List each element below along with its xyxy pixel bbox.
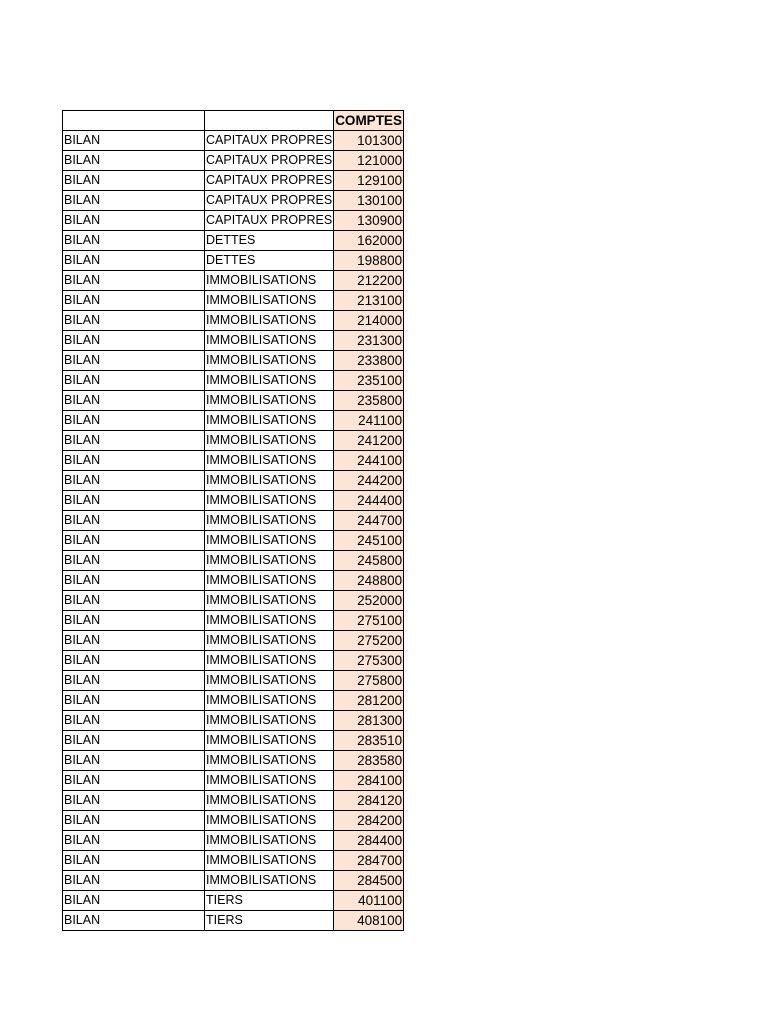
cell-group[interactable]: IMMOBILISATIONS [205, 451, 334, 471]
cell-category[interactable]: BILAN [63, 211, 205, 231]
cell-account[interactable]: 284500 [334, 871, 404, 891]
table-row [63, 831, 404, 851]
table-row [63, 191, 404, 211]
table-row [63, 131, 404, 151]
cell-group[interactable]: IMMOBILISATIONS [205, 291, 334, 311]
table-row [63, 771, 404, 791]
cell-group[interactable]: TIERS [205, 891, 334, 911]
table-row [63, 751, 404, 771]
cell-group[interactable]: IMMOBILISATIONS [205, 591, 334, 611]
cell-category[interactable]: BILAN [63, 371, 205, 391]
table-row [63, 291, 404, 311]
cell-account[interactable]: 212200 [334, 271, 404, 291]
cell-category[interactable]: BILAN [63, 451, 205, 471]
cell-category[interactable]: BILAN [63, 331, 205, 351]
cell-account[interactable]: 241100 [334, 411, 404, 431]
cell-group[interactable]: CAPITAUX PROPRES [205, 131, 334, 151]
cell-group[interactable]: TIERS [205, 911, 334, 931]
cell-category[interactable]: BILAN [63, 771, 205, 791]
cell-category[interactable]: BILAN [63, 731, 205, 751]
cell-category[interactable]: BILAN [63, 871, 205, 891]
cell-account[interactable]: 101300 [334, 131, 404, 151]
table-row [63, 691, 404, 711]
table-row [63, 351, 404, 371]
table-row [63, 791, 404, 811]
cell-group[interactable]: IMMOBILISATIONS [205, 751, 334, 771]
table-row [63, 671, 404, 691]
cell-account[interactable]: 281300 [334, 711, 404, 731]
cell-category[interactable]: BILAN [63, 751, 205, 771]
cell-account[interactable]: 130900 [334, 211, 404, 231]
table-row [63, 251, 404, 271]
cell-category[interactable]: BILAN [63, 651, 205, 671]
cell-category[interactable]: BILAN [63, 691, 205, 711]
cell-account[interactable]: 248800 [334, 571, 404, 591]
cell-group[interactable]: IMMOBILISATIONS [205, 491, 334, 511]
cell-category[interactable]: BILAN [63, 711, 205, 731]
cell-account[interactable]: 284400 [334, 831, 404, 851]
cell-category[interactable]: BILAN [63, 271, 205, 291]
cell-account[interactable]: 408100 [334, 911, 404, 931]
table-row [63, 871, 404, 891]
cell-category[interactable]: BILAN [63, 431, 205, 451]
cell-category[interactable]: BILAN [63, 611, 205, 631]
cell-group[interactable]: IMMOBILISATIONS [205, 551, 334, 571]
cell-account[interactable]: 275200 [334, 631, 404, 651]
cell-account[interactable]: 283580 [334, 751, 404, 771]
cell-account[interactable]: 121000 [334, 151, 404, 171]
cell-group[interactable]: IMMOBILISATIONS [205, 711, 334, 731]
cell-account[interactable]: 244200 [334, 471, 404, 491]
cell-account[interactable]: 245800 [334, 551, 404, 571]
cell-group[interactable]: IMMOBILISATIONS [205, 691, 334, 711]
cell-group[interactable]: IMMOBILISATIONS [205, 431, 334, 451]
cell-account[interactable]: 284200 [334, 811, 404, 831]
cell-group[interactable]: IMMOBILISATIONS [205, 411, 334, 431]
cell-group[interactable]: IMMOBILISATIONS [205, 831, 334, 851]
cell-category[interactable]: BILAN [63, 131, 205, 151]
cell-group[interactable]: IMMOBILISATIONS [205, 731, 334, 751]
cell-group[interactable]: IMMOBILISATIONS [205, 331, 334, 351]
cell-group[interactable]: IMMOBILISATIONS [205, 811, 334, 831]
cell-group[interactable]: IMMOBILISATIONS [205, 571, 334, 591]
cell-category[interactable]: BILAN [63, 471, 205, 491]
cell-account[interactable]: 244700 [334, 511, 404, 531]
table-row [63, 411, 404, 431]
cell-account[interactable]: 235100 [334, 371, 404, 391]
cell-account[interactable]: 401100 [334, 891, 404, 911]
cell-account[interactable]: 252000 [334, 591, 404, 611]
cell-group[interactable]: IMMOBILISATIONS [205, 271, 334, 291]
table-row [63, 471, 404, 491]
table-row [63, 711, 404, 731]
table-row [63, 271, 404, 291]
table-row [63, 331, 404, 351]
table-row [63, 431, 404, 451]
cell-category[interactable]: BILAN [63, 251, 205, 271]
cell-category[interactable]: BILAN [63, 351, 205, 371]
header-cell-col1[interactable] [63, 111, 205, 131]
table-body [63, 111, 404, 931]
cell-account[interactable]: 244100 [334, 451, 404, 471]
cell-group[interactable]: IMMOBILISATIONS [205, 391, 334, 411]
cell-category[interactable]: BILAN [63, 631, 205, 651]
cell-account[interactable]: 275100 [334, 611, 404, 631]
cell-category[interactable]: BILAN [63, 811, 205, 831]
cell-account[interactable]: 198800 [334, 251, 404, 271]
cell-account[interactable]: 162000 [334, 231, 404, 251]
header-cell-col2[interactable] [205, 111, 334, 131]
cell-category[interactable]: BILAN [63, 391, 205, 411]
table-row [63, 511, 404, 531]
table-row [63, 371, 404, 391]
cell-category[interactable]: BILAN [63, 291, 205, 311]
table-row [63, 211, 404, 231]
cell-category[interactable]: BILAN [63, 171, 205, 191]
cell-group[interactable]: DETTES [205, 231, 334, 251]
cell-category[interactable]: BILAN [63, 891, 205, 911]
table-row [63, 851, 404, 871]
table-row [63, 631, 404, 651]
cell-group[interactable]: IMMOBILISATIONS [205, 651, 334, 671]
table-row [63, 891, 404, 911]
cell-category[interactable]: BILAN [63, 191, 205, 211]
cell-category[interactable]: BILAN [63, 411, 205, 431]
cell-account[interactable]: 244400 [334, 491, 404, 511]
cell-group[interactable]: CAPITAUX PROPRES [205, 211, 334, 231]
cell-group[interactable]: CAPITAUX PROPRES [205, 171, 334, 191]
cell-category[interactable]: BILAN [63, 831, 205, 851]
cell-account[interactable]: 284100 [334, 771, 404, 791]
spreadsheet-table [62, 110, 404, 931]
cell-account[interactable]: 129100 [334, 171, 404, 191]
cell-category[interactable]: BILAN [63, 511, 205, 531]
header-row [63, 111, 404, 131]
cell-category[interactable]: BILAN [63, 491, 205, 511]
cell-category[interactable]: BILAN [63, 531, 205, 551]
cell-group[interactable]: DETTES [205, 251, 334, 271]
table-row [63, 151, 404, 171]
table-row [63, 311, 404, 331]
cell-account[interactable]: 283510 [334, 731, 404, 751]
table-row [63, 731, 404, 751]
cell-account[interactable]: 241200 [334, 431, 404, 451]
table-row [63, 651, 404, 671]
cell-group[interactable]: IMMOBILISATIONS [205, 671, 334, 691]
cell-account[interactable]: 130100 [334, 191, 404, 211]
cell-account[interactable]: 235800 [334, 391, 404, 411]
cell-category[interactable]: BILAN [63, 911, 205, 931]
cell-category[interactable]: BILAN [63, 571, 205, 591]
cell-account[interactable]: 284700 [334, 851, 404, 871]
cell-group[interactable]: IMMOBILISATIONS [205, 531, 334, 551]
cell-account[interactable]: 231300 [334, 331, 404, 351]
cell-group[interactable]: IMMOBILISATIONS [205, 871, 334, 891]
cell-account[interactable]: 275300 [334, 651, 404, 671]
table-row [63, 571, 404, 591]
table-row [63, 551, 404, 571]
table-row [63, 171, 404, 191]
cell-account[interactable]: 284120 [334, 791, 404, 811]
cell-group[interactable]: IMMOBILISATIONS [205, 511, 334, 531]
cell-group[interactable]: IMMOBILISATIONS [205, 631, 334, 651]
cell-group[interactable]: IMMOBILISATIONS [205, 851, 334, 871]
cell-category[interactable]: BILAN [63, 151, 205, 171]
cell-account[interactable]: 233800 [334, 351, 404, 371]
cell-category[interactable]: BILAN [63, 231, 205, 251]
cell-group[interactable]: IMMOBILISATIONS [205, 611, 334, 631]
table-row [63, 611, 404, 631]
cell-category[interactable]: BILAN [63, 851, 205, 871]
header-cell-comptes[interactable]: COMPTES [334, 111, 404, 131]
table-row [63, 591, 404, 611]
cell-account[interactable]: 245100 [334, 531, 404, 551]
cell-group[interactable]: IMMOBILISATIONS [205, 791, 334, 811]
cell-category[interactable]: BILAN [63, 311, 205, 331]
cell-category[interactable]: BILAN [63, 671, 205, 691]
cell-group[interactable]: IMMOBILISATIONS [205, 471, 334, 491]
table-row [63, 531, 404, 551]
table-row [63, 231, 404, 251]
cell-account[interactable]: 281200 [334, 691, 404, 711]
cell-category[interactable]: BILAN [63, 791, 205, 811]
table-row [63, 911, 404, 931]
table-row [63, 451, 404, 471]
table-row [63, 491, 404, 511]
cell-group[interactable]: IMMOBILISATIONS [205, 311, 334, 331]
cell-group[interactable]: IMMOBILISATIONS [205, 351, 334, 371]
cell-category[interactable]: BILAN [63, 591, 205, 611]
cell-group[interactable]: CAPITAUX PROPRES [205, 151, 334, 171]
table-row [63, 391, 404, 411]
cell-group[interactable]: IMMOBILISATIONS [205, 771, 334, 791]
cell-account[interactable]: 275800 [334, 671, 404, 691]
cell-category[interactable]: BILAN [63, 551, 205, 571]
cell-account[interactable]: 213100 [334, 291, 404, 311]
cell-group[interactable]: IMMOBILISATIONS [205, 371, 334, 391]
cell-group[interactable]: CAPITAUX PROPRES [205, 191, 334, 211]
cell-account[interactable]: 214000 [334, 311, 404, 331]
table-row [63, 811, 404, 831]
